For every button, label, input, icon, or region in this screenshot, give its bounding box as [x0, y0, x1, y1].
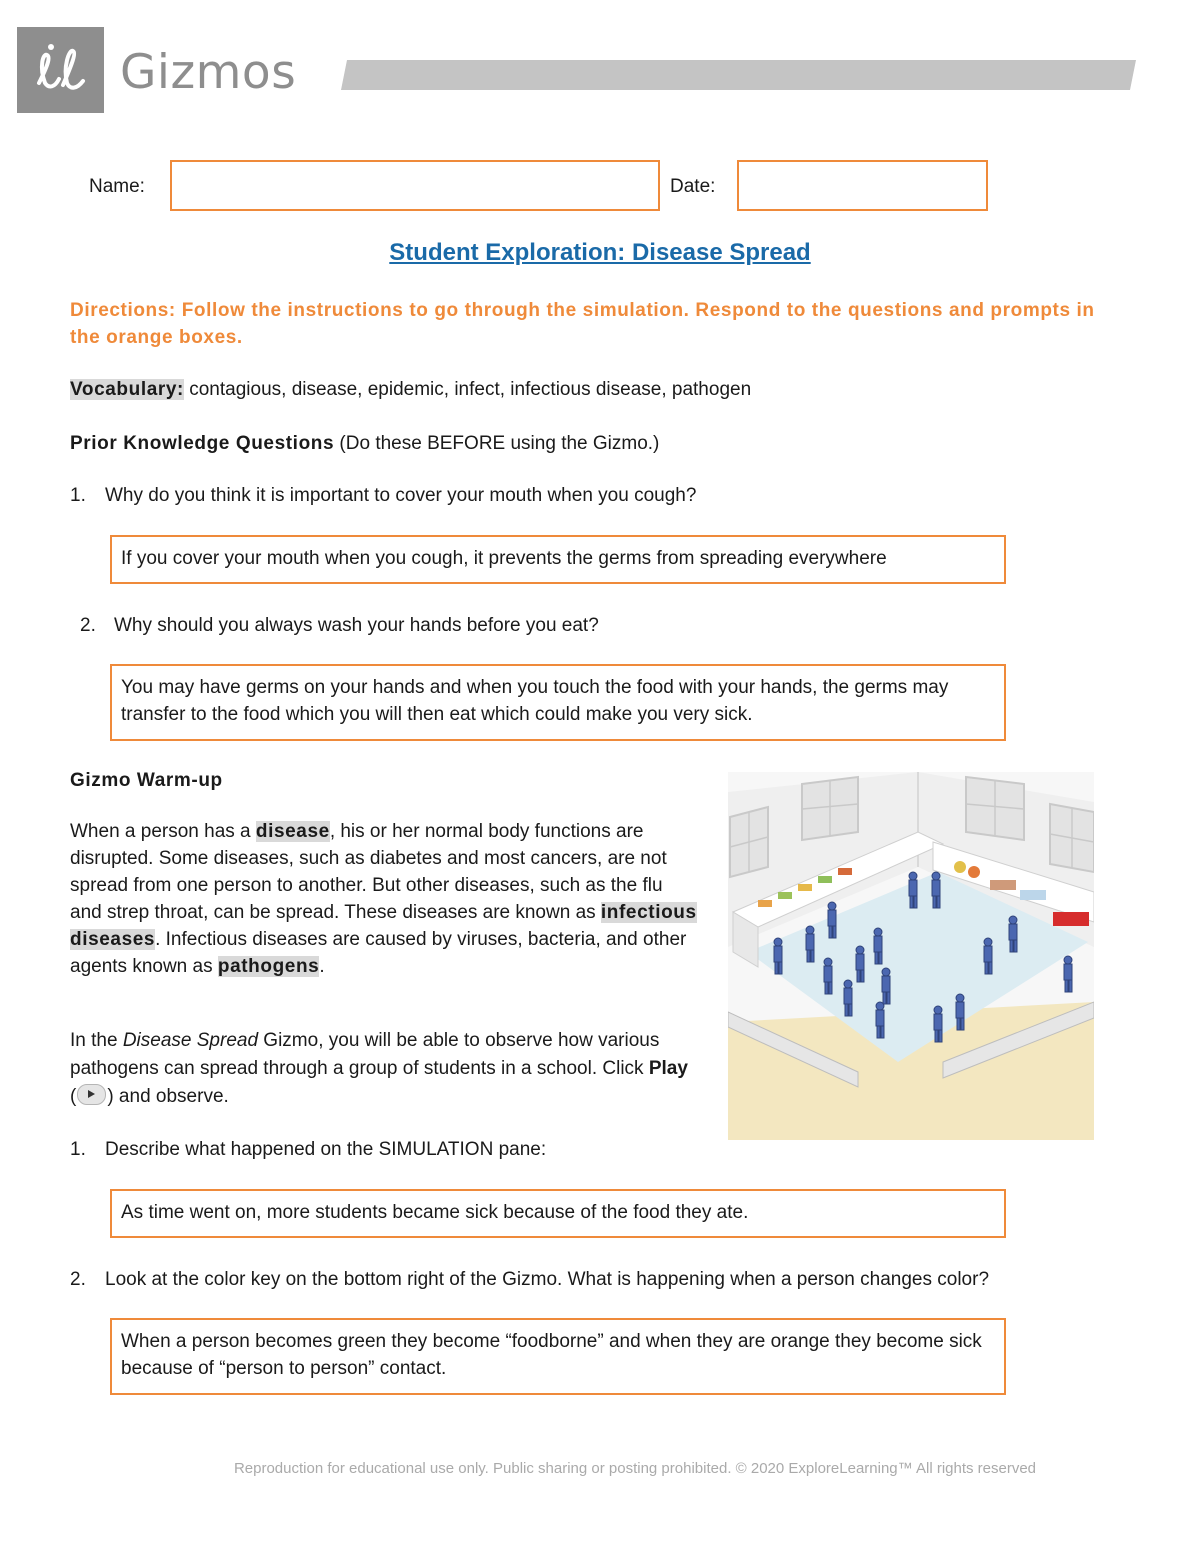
brand-name: Gizmos	[120, 45, 297, 100]
play-label: Play	[648, 1058, 688, 1079]
question-text: Why should you always wash your hands before you eat?	[114, 615, 599, 636]
name-label: Name:	[89, 176, 145, 197]
text-run: , his or her normal body functions are disrupted. Some diseases, such as diabetes and most cancers, are not spread from one person to another. But other diseases, such as the flu and strep throat, can be spread. These diseases are known as	[70, 821, 667, 923]
term-pathogens: pathogens	[217, 956, 320, 977]
gizmo-name: Disease Spread	[122, 1030, 259, 1051]
text-run: Gizmo, you will be able to observe how various pathogens can spread through a group of students in a school. Click	[70, 1030, 660, 1079]
vocabulary-terms: contagious, disease, epidemic, infect, infectious disease, pathogen	[183, 379, 752, 400]
answer-box[interactable]	[110, 1318, 1006, 1395]
question-number: 1.	[70, 485, 86, 506]
gizmos-logo	[17, 27, 104, 113]
question-number: 2.	[80, 615, 96, 636]
play-icon	[77, 1084, 106, 1105]
answer-box[interactable]	[110, 664, 1006, 741]
question-number: 2.	[70, 1269, 86, 1290]
prior-knowledge-note: (Do these BEFORE using the Gizmo.)	[334, 433, 660, 454]
question-number: 1.	[70, 1139, 86, 1160]
answer-box[interactable]	[110, 1189, 1006, 1238]
answer-text: If you cover your mouth when you cough, it prevents the germs from spreading everywhere	[121, 548, 887, 569]
vocabulary-line	[70, 376, 751, 403]
prior-knowledge-heading	[70, 430, 659, 457]
prior-knowledge-title: Prior Knowledge Questions	[70, 433, 335, 454]
text-run: .	[319, 956, 325, 977]
question-text: Describe what happened on the SIMULATION pane:	[105, 1139, 547, 1160]
footer-copyright: Reproduction for educational use only. Public sharing or posting prohibited. © 2020 ExploreLearning™ All rights reserved	[233, 1460, 1037, 1477]
text-run: In the	[70, 1030, 123, 1051]
text-run: (	[70, 1086, 77, 1107]
vocabulary-label: Vocabulary:	[70, 379, 184, 400]
answer-box[interactable]	[110, 535, 1006, 584]
text-run: . Infectious diseases are caused by viruses, bacteria, and other agents known as	[70, 929, 687, 977]
warmup-paragraph-1	[70, 818, 698, 980]
date-field[interactable]	[737, 160, 988, 211]
name-field[interactable]	[170, 160, 660, 211]
page-title: Student Exploration: Disease Spread	[389, 239, 811, 266]
header-bar	[341, 60, 1136, 90]
answer-text: You may have germs on your hands and when you touch the food with your hands, the germs may transfer to the food which you will then eat which could make you very sick.	[121, 677, 949, 725]
text-run: When a person has a	[70, 821, 256, 842]
warmup-paragraph-2	[70, 1027, 698, 1111]
answer-text: As time went on, more students became sick because of the food they ate.	[121, 1202, 749, 1223]
warmup-heading: Gizmo Warm-up	[70, 770, 223, 791]
text-run: ) and observe.	[107, 1086, 229, 1107]
question-text: Why do you think it is important to cover your mouth when you cough?	[105, 485, 697, 506]
el-logo-icon	[17, 27, 104, 113]
term-infectious-diseases: infectious diseases	[70, 902, 697, 950]
date-label: Date:	[670, 176, 716, 197]
directions-text: Directions: Follow the instructions to go through the simulation. Respond to the questions and prompts in the orange boxes.	[70, 300, 1095, 348]
answer-text: When a person becomes green they become “foodborne” and when they are orange they become sick because of “person to person” contact.	[121, 1331, 982, 1379]
cafeteria-simulation-image	[728, 772, 1094, 1140]
question-text: Look at the color key on the bottom right of the Gizmo. What is happening when a person changes color?	[105, 1269, 990, 1290]
term-disease: disease	[255, 821, 330, 842]
